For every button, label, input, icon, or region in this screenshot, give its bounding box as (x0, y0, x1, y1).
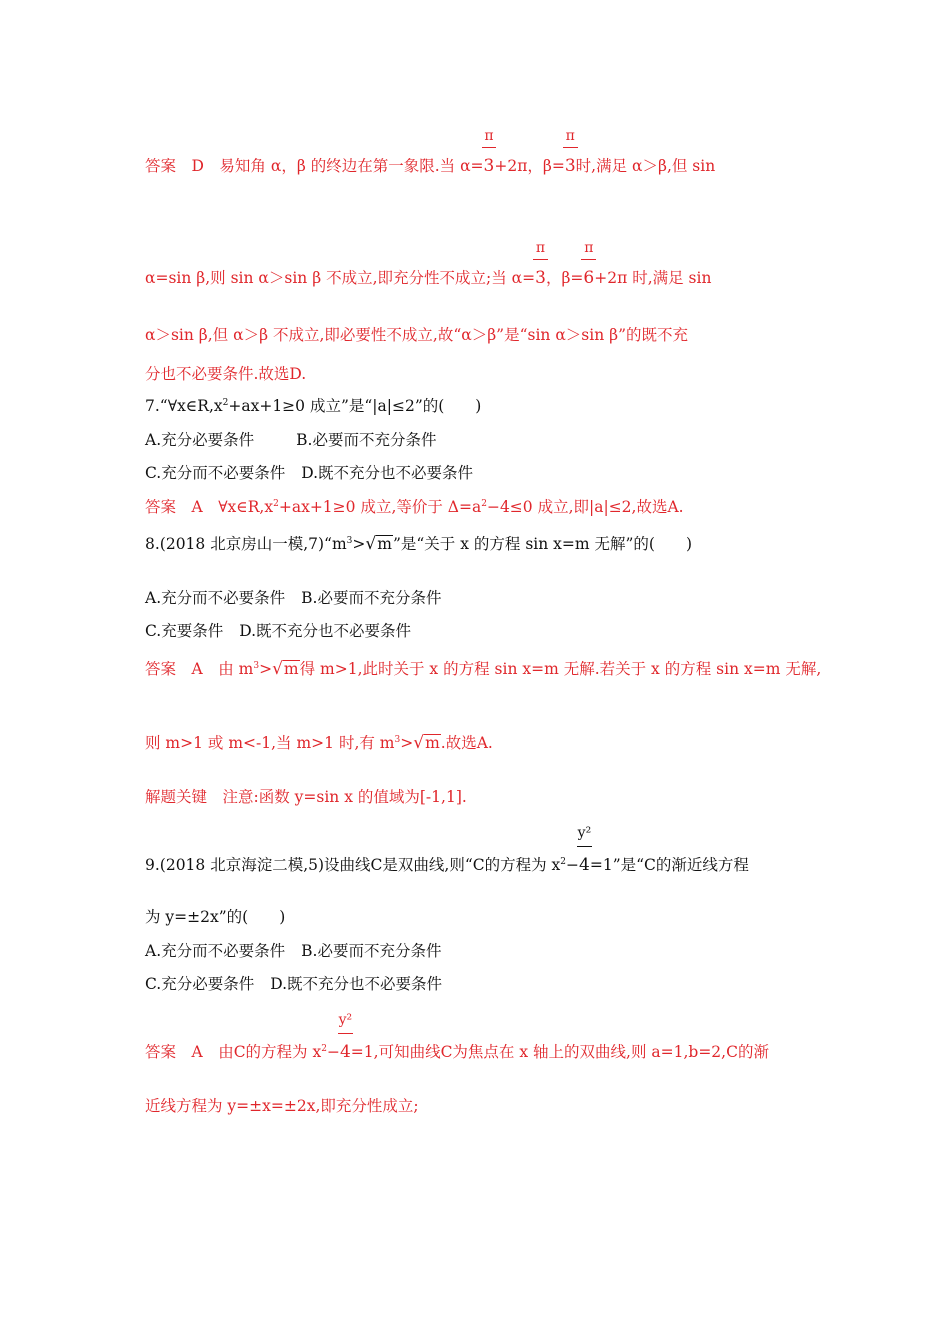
q8-answer-line-1: 答案 A 由 $m^3>√m$得 m>1,此时关于 x 的方程 sin x=m 无解.若关于 x 的方程 sin x=m 无解, (145, 659, 822, 679)
q7-stem: $7.“\forall x\in R,x^2+ax+1\ge 0$ 成立”是“|a|≤2”的( ) (145, 397, 482, 415)
q8-answer-line-2: 则 m>1 或 m<-1,当 m>1 时,有 $m^3>√m$.故选A. (145, 733, 493, 753)
q9-answer-line-2: 近线方程为 y=±x=±2x,即充分性成立; (145, 1097, 419, 1115)
q6-answer-line-4: 分也不必要条件.故选D. (145, 365, 307, 383)
fraction-y2-over-4: $\frac{\text{y²}}{4}$ (338, 1012, 353, 1062)
q9-option-c: C.充分必要条件 (145, 975, 255, 993)
q9-option-a: A.充分而不必要条件 (145, 942, 286, 960)
q9-options-ab (145, 941, 441, 961)
q8-key-point: 解题关键 注意:函数 y=sin x 的值域为[-1,1]. (145, 788, 467, 806)
q9-option-b: B.必要而不充分条件 (301, 942, 442, 960)
q9-option-d: D.既不充分也不必要条件 (270, 975, 443, 993)
q6-answer-line-1: 答案 D 易知角 α，β 的终边在第一象限.当 α= $\frac{\pi}{3}+2\pi$，β= $\frac{\pi}{3}$时,满足 α＞β,但 sin (145, 128, 716, 176)
sqrt-m: √m (413, 733, 440, 753)
q8-options-ab (145, 588, 441, 608)
sqrt-m: √m (272, 659, 299, 679)
q7-answer: 答案 A $\forall x\in R,x^2+ax+1\ge 0$ 成立,等价于 $\Delta=a^2-4\le 0$ 成立,即|a|≤2,故选A. (145, 498, 684, 516)
fraction-pi-over-6: $\frac{\pi}{6}$ (583, 240, 595, 288)
q8-option-d: D.既不充分也不必要条件 (239, 622, 412, 640)
q8-option-a: A.充分而不必要条件 (145, 589, 286, 607)
fraction-pi-over-3: $\frac{\pi}{3}$ (483, 128, 495, 176)
q7-option-a: A.充分必要条件 (145, 431, 255, 449)
fraction-y2-over-4: $\frac{\text{y²}}{4}$ (577, 825, 592, 875)
fraction-pi-over-3: $\frac{\pi}{3}$ (535, 240, 546, 288)
q8-stem: 8.(2018 北京房山一模$,7)“m^3>√m$”是“关于 x 的方程 sin x=m 无解”的( ) (145, 534, 693, 554)
q7-options-ab (145, 430, 436, 450)
sqrt-m: √m (365, 534, 392, 554)
q7-option-d: D.既不充分也不必要条件 (301, 464, 474, 482)
q7-option-c: C.充分而不必要条件 (145, 464, 286, 482)
fraction-pi-over-3: $\frac{\pi}{3}$ (564, 128, 576, 176)
q8-option-c: C.充要条件 (145, 622, 224, 640)
q6-answer-line-3: α＞sin β,但 α＞β 不成立,即必要性不成立,故“α＞β”是“sin α＞sin β”的既不充 (145, 326, 689, 344)
q8-option-b: B.必要而不充分条件 (301, 589, 442, 607)
q8-options-cd (145, 621, 411, 641)
q6-answer-line-2: α=sin β,则 sin α＞sin β 不成立,即充分性不成立;当 α= $\frac{\pi}{3}$，β= $\frac{\pi}{6}+2\pi$ 时,满足 sin (145, 240, 712, 288)
q7-options-cd (145, 463, 473, 483)
q9-answer-line-1: 答案 A 由C的方程为 $x^2-$ $\frac{\text{y²}}{4}=1$,可知曲线C为焦点在 x 轴上的双曲线,则 a=1,b=2,C的渐 (145, 1012, 769, 1062)
q9-stem-line-2: 为 y=±2x”的( ) (145, 908, 286, 926)
q9-options-cd (145, 974, 442, 994)
q7-option-b: B.必要而不充分条件 (296, 431, 437, 449)
q9-stem-line-1: 9.(2018 北京海淀二模,5)设曲线C是双曲线,则“C的方程为 $x^2-$ $\frac{\text{y²}}{4}=1$”是“C的渐近线方程 (145, 825, 749, 875)
